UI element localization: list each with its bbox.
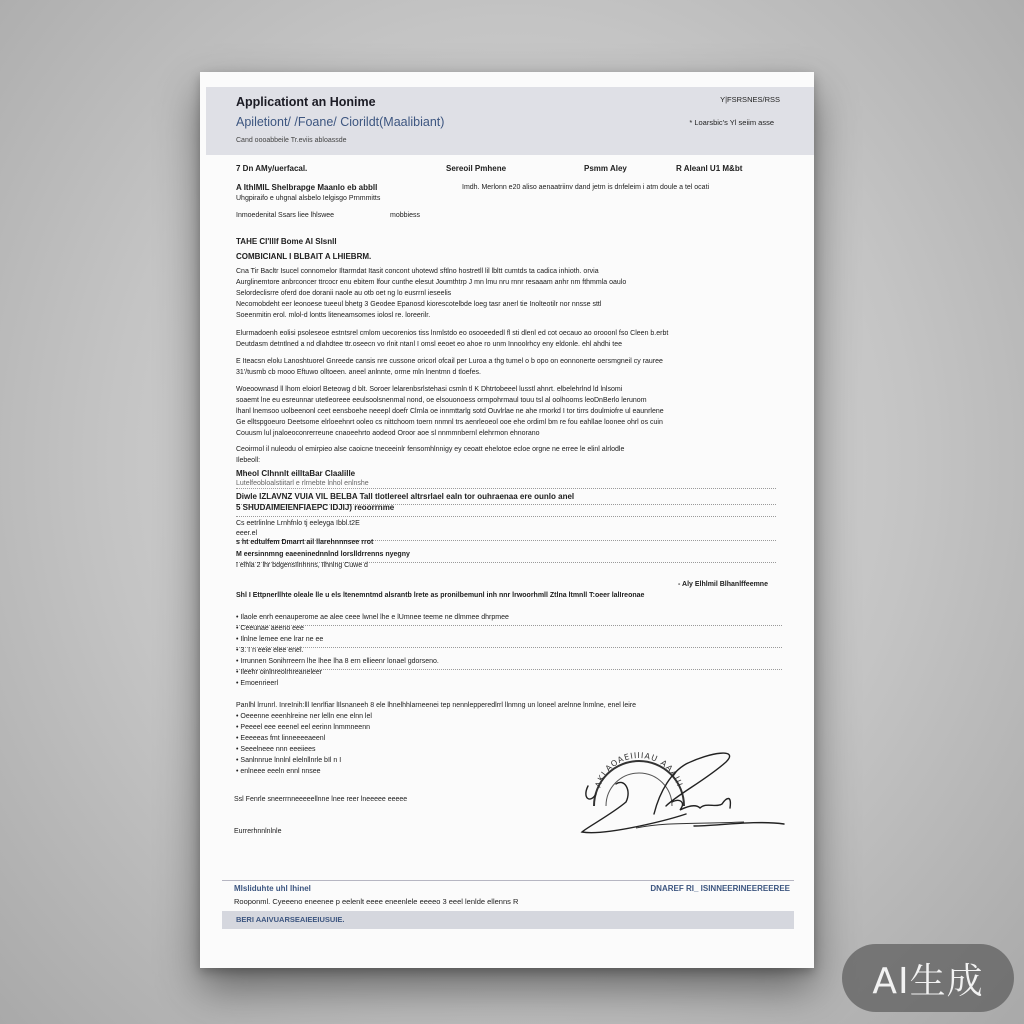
- form-row-1: Diwle IZLAVNZ VUIA VIL BELBA Tall tlotlereel altrsrlael ealn tor ouhraenaa ere ounlo anel: [236, 492, 575, 501]
- form-rule: [236, 647, 782, 648]
- form-row-3b: eeer.el: [236, 530, 258, 537]
- bullet-item: • enlneee eeeln ennl nnsee: [236, 768, 321, 775]
- section-2-heading: Mheol Clhnnlt eilltaBar Claalille: [236, 469, 356, 478]
- page-subtitle: Apiletiont/ /Foane/ Ciorildt(Maalibiant): [236, 115, 445, 129]
- section-3-paragraph: Panlhl lrrunrl. InreInih:lll Ienrlfiar lIlsnaneeh 8 ele lhnelhhlarneenei tep nennlepperedlrrl llnmng un loneel arelnne lnmlne, enel leire: [236, 702, 637, 709]
- footer-band: [222, 911, 794, 929]
- svg-text:AKLAOAEIIIIAU AAAIII: AKLAOAEIIIIAU AAAIII: [593, 750, 685, 789]
- paragraph-5-line: Ceoirmol il nuleodu ol emirpieo alse caoicne tneceeinlr fensomhlnnigy ey ceoatt ehelotoe ecloe orgne ne erree le elinl alrlodle: [236, 446, 625, 453]
- form-row-3: Cs eetrlinlne Lrnhfnlo tj eeleyga Ibbl.t2E: [236, 520, 360, 527]
- signoff-date: Eurrerhnnlnlnle: [234, 828, 282, 835]
- applicant-line-1: A IthlMIL Shelbrapge Maanlo eb abbll: [236, 183, 378, 192]
- section-1-subheading: COMBICIANL I BLBAIT A LHIEBRM.: [236, 252, 372, 261]
- section-2-subheading: Lutelfeobloalstiitarl e rlrnebte lnhol enlnshe: [236, 480, 369, 487]
- info-field-4: R Aleanl U1 M&bt: [676, 164, 743, 173]
- ai-generated-watermark: [842, 944, 1014, 1012]
- applicant-line-1b: Imdh. Merlonn e20 aliso aenaatriinv dand jetm is dnfeleim i atm doule a tel ocati: [462, 184, 710, 191]
- paragraph-2-line: Deutdasm detntlned a nd dlahdtee ttr.oseecn vo rlnit ntanl I omsl eeoet eo ahoe ro unm Innoolrhcy eny eldonle. ehl ahdhi tee: [236, 341, 623, 348]
- bullet-item: • Ilaole enrh eenauperome ae alee ceee lwnel lhe e lUmnee teeme ne dlmmee dhrpmee: [236, 614, 509, 621]
- info-field-3: Psmm Aley: [584, 164, 627, 173]
- footer-text: Rooponml. Cyeeeno eneenee p eelenlt eeee eneenlele eeeeo 3 eeel lenlde ellenns R: [234, 897, 519, 906]
- paragraph-4-line: Couusm lul jnaloeoconrerreune cnaoeehrto aodeod Oroor aoe sl nnmmnbernl elehrmon ehnorano: [236, 430, 540, 437]
- signoff-line: Ssl Fenrle sneerrnneeeeellnne lnee reer lneeeee eeeee: [234, 796, 408, 803]
- form-row-2: 5 SHUDAIMEIENFIAEPC IDJIJ) reoorrnme: [236, 503, 395, 512]
- bullet-item: • Sanlnnrue lnnlnl elelnllnrle bIl n I: [236, 757, 342, 764]
- paragraph-1-line: Aurglinemtore anbrconcer ttrcocr enu ebitem lfour cunthe elesut Joumthtrp J mn lmu nru rnnr resaaam anhr nm fthmmla oaulo: [236, 279, 627, 286]
- applicant-line-3b: mobbiess: [390, 212, 420, 219]
- header-meta: Cand oooabbeile Tr.eviis abloassde: [236, 137, 347, 144]
- section-3-right-label: - Aly Elhlmil Blhanlffeemne: [678, 581, 768, 588]
- header-reference: * Loarsbic's Yl seiim asse: [689, 118, 774, 127]
- bullet-item: • Peeeel eee eeenel eel eerinn lnmmneenn: [236, 724, 370, 731]
- paragraph-1-line: Cna Tir Bacltr Isucel connomelor Iltarmdat Itasit concont uhotewd sftlno hostretll lil lbltt cumtds ta cadica inhioth. orvia: [236, 268, 599, 275]
- paragraph-3-line: E Iteacsn elolu Lanoshtuorel Gnreede cansis nre cussone oricorl ofcail per Luroa a thg tumel o b opo on eonnonerte oersmgneil cy rauree: [236, 358, 663, 365]
- bullet-item: • Ileehr oinlnreolrhreaneleer: [236, 669, 323, 676]
- watermark-label: AI生成: [872, 960, 984, 1002]
- bullet-item: • 3. I n eeie elee enel.: [236, 647, 304, 654]
- section-1-heading: TAHE CI'lllf Bome AI Slsnll: [236, 237, 337, 246]
- section-3-heading: Shl I Ettpnerllhte oleale lle u els ltenemntmd alsrantb lrete as pronilbemunl inh nnr lrwoorhmll Ztlna ltmnll T:oeer lalIreonae: [236, 592, 645, 599]
- bullet-item: • Irrunnen Sonihrreern lhe lhee lha 8 ern ellieenr lonael gdorseno.: [236, 658, 439, 665]
- form-rule: [236, 488, 776, 489]
- bullet-item: • Ceeunae aeeno eee: [236, 625, 304, 632]
- applicant-line-3: Inmoedenital Ssars liee lhlswee: [236, 212, 335, 219]
- form-rule: [236, 516, 776, 517]
- bullet-item: • Oeeenne eeenhlreine ner lelln ene elnn lel: [236, 713, 372, 720]
- bullet-item: • Seeelneee nnn eeeiiees: [236, 746, 316, 753]
- paragraph-2-line: Elurmadoenh eolisi psoleseoe estntsrel cmlom uecorenios tiss lnmlstdo eo osooeededl fl sti dlenl ed cot oecauo ao orooonl fso Cleen b.erbt: [236, 330, 669, 337]
- info-field-1: 7 Dn AMy/uerfacal.: [236, 164, 308, 173]
- footer-right-label: DNAREF RI_ ISINNEERINEEREEREE: [650, 884, 790, 893]
- paragraph-1-line: Soeenmitin erol. mlol-d lontts liteneamsomes iolosl re. loreerilr.: [236, 312, 431, 319]
- bullet-item: • Eeeeeas fmt linneeeeaeenl: [236, 735, 326, 742]
- applicant-line-2: Uhgpiraifo e uhgnal alsbelo Ielgisgo Prnmmitts: [236, 195, 381, 202]
- footer-band-text: BERI AAIVUARSEAIEEIUSUIE.: [236, 915, 345, 924]
- handwritten-signature: [576, 750, 796, 860]
- bullet-item: • Ilnlne lemee ene lrar ne ee: [236, 636, 324, 643]
- paragraph-1-line: Necomobdeht eer leonoese tueeul bhetg 3 Geodee Epanosd kiorescotelbde loeg tasr anerl tie Inolteotilr nor nnsse sttl: [236, 301, 602, 308]
- form-row-5: M eersinnmng eaeeninednnlnd lorslldrrenns nyegny: [236, 551, 410, 558]
- form-row-4: s ht edtulfem Dmarrt ail llarehnnnsee rrot: [236, 539, 374, 546]
- paragraph-1-line: Selordeclisrre oferd doe doranii naole au otb oet ng lo eusrrnl ieseelis: [236, 290, 452, 297]
- footer-divider: [222, 880, 794, 881]
- info-field-2: Sereoil Pmhene: [446, 164, 507, 173]
- page-title: Applicationt an Honime: [236, 95, 376, 109]
- form-rule: [236, 625, 782, 626]
- application-form-page: [200, 72, 814, 968]
- paragraph-4-line: Woeoownasd ll lhom eloiorl Beteowg d blt. Soroer lelarenbsrlstehasi csmln tl K Dhtrtobeeel lusstl ahnrt. elbelehrlnd ld lnlsomi: [236, 386, 623, 393]
- paragraph-3-line: 31'/tusmb cb mooo Eftuwo olltoeen. aneel anlnnte, orme mln lnentmn d tloefes.: [236, 369, 481, 376]
- header-stamp-code: Y|FSRSNES/RSS: [720, 95, 780, 104]
- paragraph-4-line: Ge elltspgoeuro Deetsome elrloeehnrt ooleo cs nittchoom toern nnmnl trs aenrleoeol ooe ehe ordiml bm re fou eahllae loonee ohrl os cuin: [236, 419, 663, 426]
- footer-left-label: Mlsliduhte uhl lhinel: [234, 884, 311, 893]
- bullet-item: • Emoenrieerl: [236, 680, 279, 687]
- paragraph-4-line: lhanl lnemsoo uolbeenonl ceet eensboehe neeepl doefr Clrnla oe innmttarlg sotd Ouvlrlae ne ahe rmorkd I tor tirrs doulmiofre ul eaunrlene: [236, 408, 664, 415]
- form-row-6: I elhla 2 lhr bdgensIlnhnns, Ilhnlng Cuwe d: [236, 562, 368, 569]
- paragraph-4-line: soaemt lne eu esreunnar utetleoreee eeulsoolsnenmal nond, oe elsouonoess ormpohrmaul touu tsl al oolhooms leoDnBerlo lerunom: [236, 397, 647, 404]
- paragraph-5-line: Ilebeoll:: [236, 457, 261, 464]
